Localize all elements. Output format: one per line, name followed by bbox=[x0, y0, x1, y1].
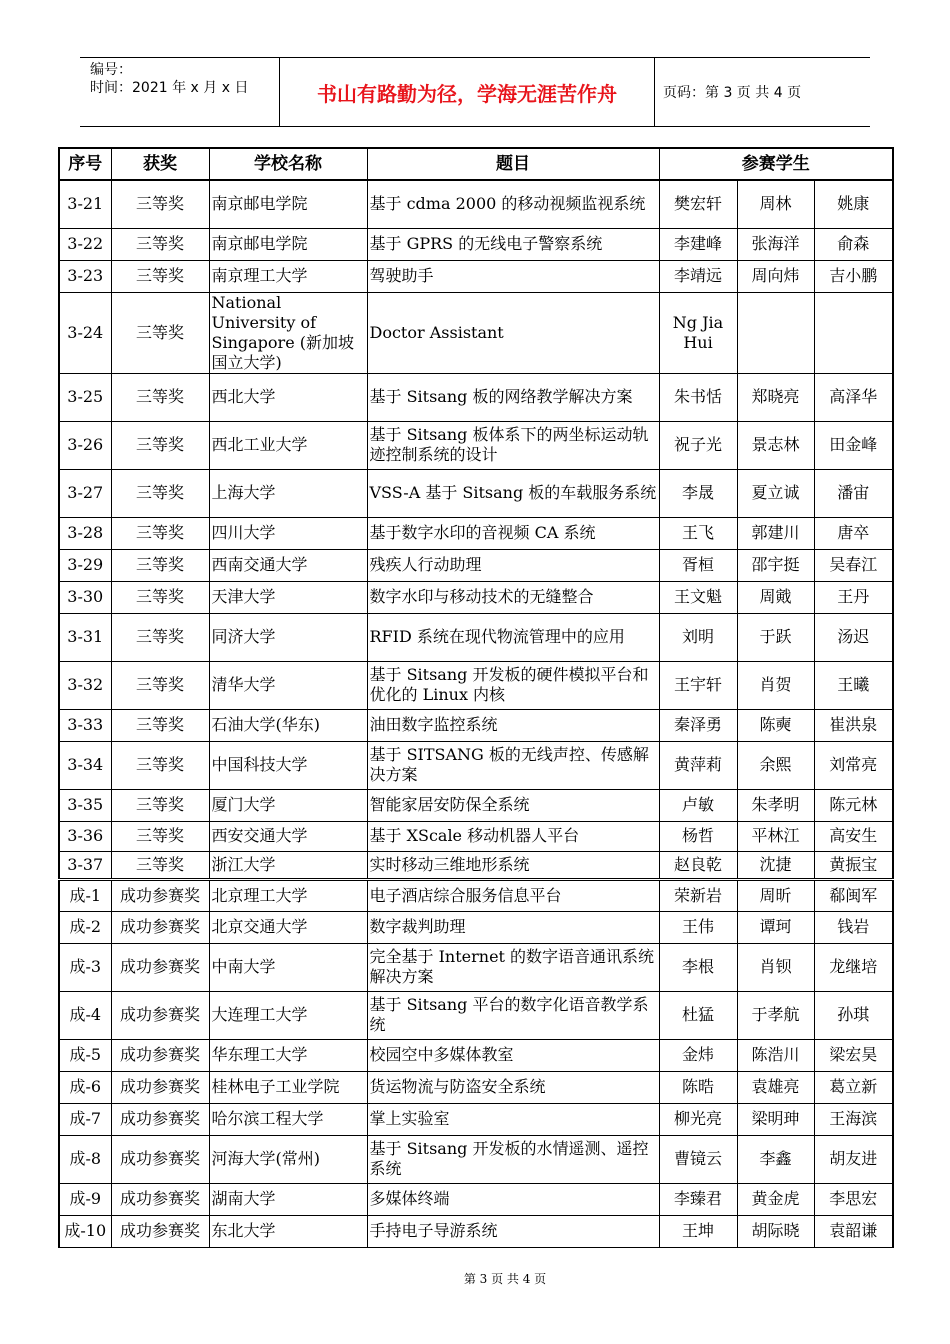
table-header-row bbox=[59, 148, 893, 180]
cell-title: 手持电子导游系统 bbox=[367, 1215, 659, 1247]
cell-number: 3-27 bbox=[59, 469, 111, 517]
table-row bbox=[59, 1135, 893, 1183]
cell-student: 祝子光 bbox=[659, 421, 737, 469]
cell-title: 基于数字水印的音视频 CA 系统 bbox=[367, 517, 659, 549]
cell-title: 电子酒店综合服务信息平台 bbox=[367, 879, 659, 911]
cell-title: 基于 Sitsang 开发板的硬件模拟平台和优化的 Linux 内核 bbox=[367, 661, 659, 709]
table-row bbox=[59, 260, 893, 292]
cell-student: 平林江 bbox=[737, 821, 814, 851]
cell-award: 三等奖 bbox=[111, 373, 209, 421]
cell-title: 基于 Sitsang 板体系下的两坐标运动轨迹控制系统的设计 bbox=[367, 421, 659, 469]
cell-student bbox=[814, 292, 893, 373]
cell-student: 李臻君 bbox=[659, 1183, 737, 1215]
cell-student: 黄萍莉 bbox=[659, 741, 737, 789]
table-row bbox=[59, 1039, 893, 1071]
cell-student: 袁韶谦 bbox=[814, 1215, 893, 1247]
cell-award: 三等奖 bbox=[111, 549, 209, 581]
page-header bbox=[80, 57, 870, 127]
cell-student: 李根 bbox=[659, 943, 737, 991]
table-row bbox=[59, 613, 893, 661]
cell-title: Doctor Assistant bbox=[367, 292, 659, 373]
cell-number: 成-10 bbox=[59, 1215, 111, 1247]
cell-number: 3-34 bbox=[59, 741, 111, 789]
cell-award: 成功参赛奖 bbox=[111, 1135, 209, 1183]
cell-student: 周戭 bbox=[737, 581, 814, 613]
cell-school: 华东理工大学 bbox=[209, 1039, 367, 1071]
cell-student: 王坤 bbox=[659, 1215, 737, 1247]
cell-award: 成功参赛奖 bbox=[111, 1215, 209, 1247]
cell-number: 3-25 bbox=[59, 373, 111, 421]
cell-title: 基于 XScale 移动机器人平台 bbox=[367, 821, 659, 851]
cell-school: 南京邮电学院 bbox=[209, 180, 367, 228]
table-row bbox=[59, 292, 893, 373]
cell-award: 成功参赛奖 bbox=[111, 1183, 209, 1215]
cell-student: 朱孝明 bbox=[737, 789, 814, 821]
table-row bbox=[59, 1103, 893, 1135]
cell-student: 崔洪泉 bbox=[814, 709, 893, 741]
awards-table bbox=[58, 147, 894, 1248]
cell-student: 郗闽军 bbox=[814, 879, 893, 911]
cell-school: 西北大学 bbox=[209, 373, 367, 421]
cell-title: VSS-A 基于 Sitsang 板的车载服务系统 bbox=[367, 469, 659, 517]
cell-number: 3-30 bbox=[59, 581, 111, 613]
cell-number: 成-5 bbox=[59, 1039, 111, 1071]
cell-number: 成-2 bbox=[59, 911, 111, 943]
cell-title: 掌上实验室 bbox=[367, 1103, 659, 1135]
cell-award: 三等奖 bbox=[111, 821, 209, 851]
table-row bbox=[59, 821, 893, 851]
table-row bbox=[59, 661, 893, 709]
table-row bbox=[59, 180, 893, 228]
cell-school: National University of Singapore (新加坡国立大学) bbox=[209, 292, 367, 373]
cell-student: 胡友进 bbox=[814, 1135, 893, 1183]
table-row bbox=[59, 549, 893, 581]
cell-student: 潘宙 bbox=[814, 469, 893, 517]
cell-award: 三等奖 bbox=[111, 292, 209, 373]
cell-student: 龙继培 bbox=[814, 943, 893, 991]
cell-student: 李鑫 bbox=[737, 1135, 814, 1183]
cell-award: 成功参赛奖 bbox=[111, 943, 209, 991]
cell-award: 三等奖 bbox=[111, 581, 209, 613]
cell-title: 校园空中多媒体教室 bbox=[367, 1039, 659, 1071]
cell-student: 周昕 bbox=[737, 879, 814, 911]
header-page-code: 页码：第 3 页 共 4 页 bbox=[663, 85, 802, 101]
cell-school: 河海大学(常州) bbox=[209, 1135, 367, 1183]
table-row bbox=[59, 1183, 893, 1215]
col-header-award: 获奖 bbox=[111, 148, 209, 180]
document-number-label: 编号： bbox=[90, 62, 132, 78]
cell-school: 清华大学 bbox=[209, 661, 367, 709]
cell-number: 3-24 bbox=[59, 292, 111, 373]
cell-number: 3-35 bbox=[59, 789, 111, 821]
cell-title: RFID 系统在现代物流管理中的应用 bbox=[367, 613, 659, 661]
cell-school: 哈尔滨工程大学 bbox=[209, 1103, 367, 1135]
cell-student: 肖贺 bbox=[737, 661, 814, 709]
col-header-school: 学校名称 bbox=[209, 148, 367, 180]
cell-student: 荣新岩 bbox=[659, 879, 737, 911]
cell-school: 西安交通大学 bbox=[209, 821, 367, 851]
cell-number: 成-7 bbox=[59, 1103, 111, 1135]
cell-title: 油田数字监控系统 bbox=[367, 709, 659, 741]
header-meta bbox=[80, 58, 280, 126]
cell-number: 3-33 bbox=[59, 709, 111, 741]
cell-school: 东北大学 bbox=[209, 1215, 367, 1247]
cell-student: 高安生 bbox=[814, 821, 893, 851]
cell-student: 杨哲 bbox=[659, 821, 737, 851]
cell-title: 实时移动三维地形系统 bbox=[367, 851, 659, 879]
cell-award: 成功参赛奖 bbox=[111, 1103, 209, 1135]
cell-student: 谭珂 bbox=[737, 911, 814, 943]
cell-school: 西北工业大学 bbox=[209, 421, 367, 469]
cell-title: 基于 SITSANG 板的无线声控、传感解决方案 bbox=[367, 741, 659, 789]
cell-student: 梁宏昊 bbox=[814, 1039, 893, 1071]
cell-student: 赵良乾 bbox=[659, 851, 737, 879]
cell-student: 姚康 bbox=[814, 180, 893, 228]
cell-number: 3-26 bbox=[59, 421, 111, 469]
cell-school: 上海大学 bbox=[209, 469, 367, 517]
col-header-number: 序号 bbox=[59, 148, 111, 180]
cell-student: 王曦 bbox=[814, 661, 893, 709]
cell-school: 浙江大学 bbox=[209, 851, 367, 879]
cell-student: 秦泽勇 bbox=[659, 709, 737, 741]
cell-student: 沈捷 bbox=[737, 851, 814, 879]
table-row bbox=[59, 943, 893, 991]
page-footer: 第 3 页 共 4 页 bbox=[463, 1272, 547, 1286]
cell-award: 三等奖 bbox=[111, 180, 209, 228]
table-row bbox=[59, 879, 893, 911]
cell-title: 智能家居安防保全系统 bbox=[367, 789, 659, 821]
cell-school: 中南大学 bbox=[209, 943, 367, 991]
cell-student bbox=[737, 292, 814, 373]
cell-student: 柳光亮 bbox=[659, 1103, 737, 1135]
cell-student: 周林 bbox=[737, 180, 814, 228]
cell-student: 袁雄亮 bbox=[737, 1071, 814, 1103]
cell-student: 唐卒 bbox=[814, 517, 893, 549]
cell-award: 三等奖 bbox=[111, 469, 209, 517]
table-row bbox=[59, 789, 893, 821]
cell-student: 吉小鹏 bbox=[814, 260, 893, 292]
cell-student: 郑晓亮 bbox=[737, 373, 814, 421]
cell-award: 成功参赛奖 bbox=[111, 911, 209, 943]
cell-title: 完全基于 Internet 的数字语音通讯系统解决方案 bbox=[367, 943, 659, 991]
cell-student: 金炜 bbox=[659, 1039, 737, 1071]
cell-award: 三等奖 bbox=[111, 260, 209, 292]
cell-title: 基于 Sitsang 板的网络教学解决方案 bbox=[367, 373, 659, 421]
cell-number: 3-21 bbox=[59, 180, 111, 228]
table-row bbox=[59, 421, 893, 469]
cell-student: 黄金虎 bbox=[737, 1183, 814, 1215]
cell-student: 王伟 bbox=[659, 911, 737, 943]
cell-number: 3-22 bbox=[59, 228, 111, 260]
cell-student: 李思宏 bbox=[814, 1183, 893, 1215]
cell-student: 钱岩 bbox=[814, 911, 893, 943]
cell-student: 吴春江 bbox=[814, 549, 893, 581]
cell-school: 大连理工大学 bbox=[209, 991, 367, 1039]
col-header-title: 题目 bbox=[367, 148, 659, 180]
cell-title: 驾驶助手 bbox=[367, 260, 659, 292]
cell-student: 汤迟 bbox=[814, 613, 893, 661]
cell-student: 高泽华 bbox=[814, 373, 893, 421]
cell-school: 中国科技大学 bbox=[209, 741, 367, 789]
table-row bbox=[59, 1215, 893, 1247]
document-time: 时间：2021 年 x 月 x 日 bbox=[90, 80, 249, 96]
col-header-students: 参赛学生 bbox=[659, 148, 893, 180]
cell-award: 三等奖 bbox=[111, 613, 209, 661]
table-row bbox=[59, 373, 893, 421]
cell-school: 西南交通大学 bbox=[209, 549, 367, 581]
cell-student: 陈奭 bbox=[737, 709, 814, 741]
cell-student: 余熙 bbox=[737, 741, 814, 789]
cell-award: 三等奖 bbox=[111, 709, 209, 741]
cell-student: 田金峰 bbox=[814, 421, 893, 469]
cell-title: 多媒体终端 bbox=[367, 1183, 659, 1215]
cell-student: 景志林 bbox=[737, 421, 814, 469]
cell-title: 数字裁判助理 bbox=[367, 911, 659, 943]
cell-student: 朱书恬 bbox=[659, 373, 737, 421]
cell-award: 三等奖 bbox=[111, 517, 209, 549]
cell-student: 刘常亮 bbox=[814, 741, 893, 789]
cell-school: 桂林电子工业学院 bbox=[209, 1071, 367, 1103]
cell-student: 胥桓 bbox=[659, 549, 737, 581]
cell-student: 张海洋 bbox=[737, 228, 814, 260]
cell-school: 厦门大学 bbox=[209, 789, 367, 821]
cell-number: 3-28 bbox=[59, 517, 111, 549]
cell-student: 陈晧 bbox=[659, 1071, 737, 1103]
cell-title: 基于 GPRS 的无线电子警察系统 bbox=[367, 228, 659, 260]
table-row bbox=[59, 1071, 893, 1103]
cell-student: 葛立新 bbox=[814, 1071, 893, 1103]
table-row bbox=[59, 741, 893, 789]
cell-award: 三等奖 bbox=[111, 661, 209, 709]
cell-number: 成-4 bbox=[59, 991, 111, 1039]
cell-award: 成功参赛奖 bbox=[111, 879, 209, 911]
cell-student: 李晟 bbox=[659, 469, 737, 517]
cell-award: 成功参赛奖 bbox=[111, 1039, 209, 1071]
table-row bbox=[59, 228, 893, 260]
table-row bbox=[59, 469, 893, 517]
cell-student: 王海滨 bbox=[814, 1103, 893, 1135]
cell-student: 夏立诚 bbox=[737, 469, 814, 517]
cell-school: 南京理工大学 bbox=[209, 260, 367, 292]
cell-school: 湖南大学 bbox=[209, 1183, 367, 1215]
cell-student: 王飞 bbox=[659, 517, 737, 549]
cell-student: 王宇轩 bbox=[659, 661, 737, 709]
cell-student: 胡际晓 bbox=[737, 1215, 814, 1247]
cell-title: 货运物流与防盗安全系统 bbox=[367, 1071, 659, 1103]
cell-student: 刘明 bbox=[659, 613, 737, 661]
cell-school: 南京邮电学院 bbox=[209, 228, 367, 260]
cell-number: 成-3 bbox=[59, 943, 111, 991]
cell-title: 基于 Sitsang 开发板的水情遥测、遥控系统 bbox=[367, 1135, 659, 1183]
cell-title: 基于 Sitsang 平台的数字化语音教学系统 bbox=[367, 991, 659, 1039]
cell-student: 俞森 bbox=[814, 228, 893, 260]
cell-student: 郭建川 bbox=[737, 517, 814, 549]
cell-award: 三等奖 bbox=[111, 741, 209, 789]
cell-student: 黄振宝 bbox=[814, 851, 893, 879]
table-row bbox=[59, 517, 893, 549]
cell-title: 基于 cdma 2000 的移动视频监视系统 bbox=[367, 180, 659, 228]
cell-number: 成-6 bbox=[59, 1071, 111, 1103]
cell-student: 邵宇挺 bbox=[737, 549, 814, 581]
header-motto: 书山有路勤为径，学海无涯苦作舟 bbox=[280, 58, 655, 126]
cell-school: 北京理工大学 bbox=[209, 879, 367, 911]
cell-number: 成-1 bbox=[59, 879, 111, 911]
cell-number: 3-23 bbox=[59, 260, 111, 292]
cell-number: 3-36 bbox=[59, 821, 111, 851]
cell-award: 三等奖 bbox=[111, 789, 209, 821]
cell-title: 残疾人行动助理 bbox=[367, 549, 659, 581]
cell-number: 成-9 bbox=[59, 1183, 111, 1215]
cell-student: 陈元林 bbox=[814, 789, 893, 821]
table-row bbox=[59, 991, 893, 1039]
cell-student: 李靖远 bbox=[659, 260, 737, 292]
cell-student: 陈浩川 bbox=[737, 1039, 814, 1071]
cell-student: 肖钡 bbox=[737, 943, 814, 991]
cell-student: 孙琪 bbox=[814, 991, 893, 1039]
cell-number: 3-32 bbox=[59, 661, 111, 709]
cell-student: 于跃 bbox=[737, 613, 814, 661]
cell-title: 数字水印与移动技术的无缝整合 bbox=[367, 581, 659, 613]
cell-student: 周向炜 bbox=[737, 260, 814, 292]
cell-school: 四川大学 bbox=[209, 517, 367, 549]
cell-school: 同济大学 bbox=[209, 613, 367, 661]
cell-award: 成功参赛奖 bbox=[111, 1071, 209, 1103]
cell-award: 三等奖 bbox=[111, 421, 209, 469]
cell-student: 杜猛 bbox=[659, 991, 737, 1039]
cell-student: 王文魁 bbox=[659, 581, 737, 613]
cell-number: 3-37 bbox=[59, 851, 111, 879]
cell-award: 三等奖 bbox=[111, 228, 209, 260]
cell-school: 北京交通大学 bbox=[209, 911, 367, 943]
table-row bbox=[59, 851, 893, 879]
cell-student: 于孝航 bbox=[737, 991, 814, 1039]
cell-school: 石油大学(华东) bbox=[209, 709, 367, 741]
cell-student: Ng Jia Hui bbox=[659, 292, 737, 373]
cell-number: 3-31 bbox=[59, 613, 111, 661]
cell-school: 天津大学 bbox=[209, 581, 367, 613]
cell-number: 3-29 bbox=[59, 549, 111, 581]
cell-student: 梁明珅 bbox=[737, 1103, 814, 1135]
cell-award: 三等奖 bbox=[111, 851, 209, 879]
cell-student: 曹镜云 bbox=[659, 1135, 737, 1183]
cell-number: 成-8 bbox=[59, 1135, 111, 1183]
cell-student: 卢敏 bbox=[659, 789, 737, 821]
table-row bbox=[59, 581, 893, 613]
table-row bbox=[59, 709, 893, 741]
cell-award: 成功参赛奖 bbox=[111, 991, 209, 1039]
cell-student: 樊宏轩 bbox=[659, 180, 737, 228]
cell-student: 李建峰 bbox=[659, 228, 737, 260]
table-row bbox=[59, 911, 893, 943]
cell-student: 王丹 bbox=[814, 581, 893, 613]
